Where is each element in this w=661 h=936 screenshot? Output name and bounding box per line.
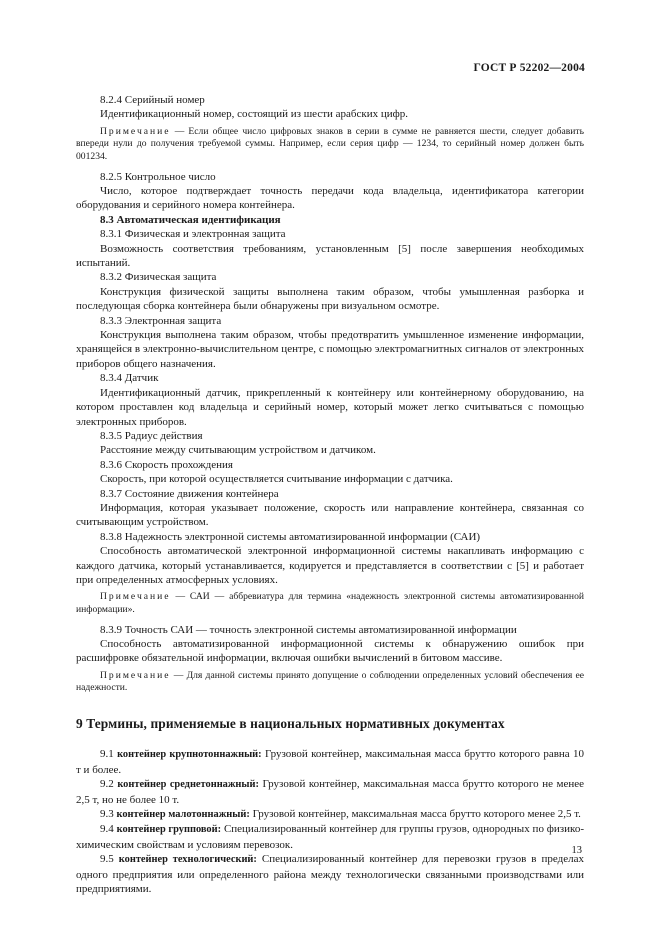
section-8-2-4-note [76,126,584,164]
term-9-5 [76,852,584,896]
term-definition: Грузовой контейнер, максимальная масса брутто которого менее 2,5 т. [249,808,581,820]
section-8-3-8-note [76,591,584,616]
section-8-3-4-title: 8.3.4 Датчик [100,372,159,385]
section-8-3-5-definition: Расстояние между считывающим устройством и датчиком. [100,444,376,457]
section-8-3-8-definition: Способность автоматической электронной информационной системы накапливать информацию с каждого датчика, который устанавливается, кодируется и представляется в соответствии с [5] и работает при определенных атмосферных условиях. [76,545,584,586]
term-number: 9.2 [100,778,114,791]
term-name: контейнер технологический: [118,854,257,866]
term-number: 9.1 [100,748,114,761]
section-8-3-9-title: 8.3.9 Точность САИ — точность электронной системы автоматизированной информации [100,623,517,636]
term-9-2 [76,777,584,807]
term-definition: Грузовой контейнер, максимальная масса брутто которого равна 10 т и более. [76,748,584,776]
term-name: контейнер среднетоннажный: [117,779,259,791]
section-8-3-2-definition: Конструкция физической защиты выполнена таким образом, чтобы умышленная разборка и последующая сборка контейнера были обнаружены при визуальном осмотре. [76,285,584,313]
section-8-3-7-title: 8.3.7 Состояние движения контейнера [100,487,279,500]
note-label: Примечание [100,125,171,137]
section-8-3-6-title: 8.3.6 Скорость прохождения [100,458,233,471]
term-definition: Специализированный контейнер для группы грузов, однородных по физико-химическим свойствам и условиям перевозок. [76,823,584,851]
section-8-3-2-title: 8.3.2 Физическая защита [100,271,217,284]
term-9-1 [76,747,584,777]
term-definition: Специализированный контейнер для перевозки грузов в пределах одного предприятия или определенного района между технологически связанными производствами или предприятиями. [76,853,585,896]
term-number: 9.3 [100,808,114,820]
section-8-3-8-title: 8.3.8 Надежность электронной системы автоматизированной информации (САИ) [100,530,481,543]
section-8-3-7-definition: Информация, которая указывает положение, скорость или направление контейнера, связанная со считывающим устройством. [76,501,584,529]
term-number: 9.5 [100,853,114,866]
term-number: 9.4 [100,823,114,836]
section-8-3-heading: 8.3 Автоматическая идентификация [100,213,281,226]
section-8-2-5-title: 8.2.5 Контрольное число [100,170,216,183]
note-label: Примечание [100,591,171,603]
section-8-3-9-definition: Способность автоматизированной информационной системы к обнаружению ошибок при расшифровке обязательной информации, включая ошибки вычислений в битовом массиве. [76,637,584,665]
term-9-3 [76,807,584,822]
section-8-3-3-title: 8.3.3 Электронная защита [100,314,222,327]
standard-header: ГОСТ Р 52202—2004 [473,62,585,74]
section-8-2-4-title: 8.2.4 Серийный номер [100,94,205,106]
section-8-3-1-title: 8.3.1 Физическая и электронная защита [100,228,286,241]
page-number: 13 [571,845,582,856]
section-9-heading: 9 Термины, применяемые в национальных нормативных документах [76,715,505,731]
section-8-3-1-definition: Возможность соответствия требованиям, установленным [5] после завершения необходимых испытаний. [76,242,584,270]
section-8-3-4-definition: Идентификационный датчик, прикрепленный к контейнеру или контейнерному оборудованию, на котором проставлен код владельца и серийный номер, который может легко считываться с помощью электронных приборов. [76,386,584,428]
term-name: контейнер крупнотоннажный: [117,749,262,761]
note-text: — Для данной системы принято допущение о соблюдении определенных условий обеспечения ее надежности. [76,669,584,694]
section-8-2-5-definition: Число, которое подтверждает точность передачи кода владельца, идентификатора категории оборудования и серийного номера контейнера. [76,185,584,212]
note-text: — САИ — аббревиатура для термина «надежность электронной системы автоматизированной информации». [76,591,584,615]
term-name: контейнер малотоннажный: [116,809,250,820]
section-8-3-6-definition: Скорость, при которой осуществляется считывание информации с датчика. [100,473,453,486]
term-name: контейнер групповой: [116,824,222,836]
section-8-3-9-note [76,670,584,695]
term-definition: Грузовой контейнер, максимальная масса брутто которого не менее 2,5 т, но не более 10 т. [76,778,585,806]
note-text: — Если общее число цифровых знаков в серии в сумме не равняется шести, следует добавить впереди нули до получения требуемой суммы. Например, если серия цифр — 1234, то серийный номер должен быть 001234. [76,125,584,162]
note-label: Примечание [100,669,171,681]
term-9-4 [76,822,584,852]
section-8-3-5-title: 8.3.5 Радиус действия [100,429,203,442]
section-8-2-4-definition: Идентификационный номер, состоящий из шести арабских цифр. [100,108,409,121]
document-body [76,93,584,896]
section-8-3-3-definition: Конструкция выполнена таким образом, чтобы предотвратить умышленное изменение информации, хранящейся в электронно-вычислительном центре, с помощью электромагнитных сигналов от электронных приборов общего назначения. [76,329,584,370]
